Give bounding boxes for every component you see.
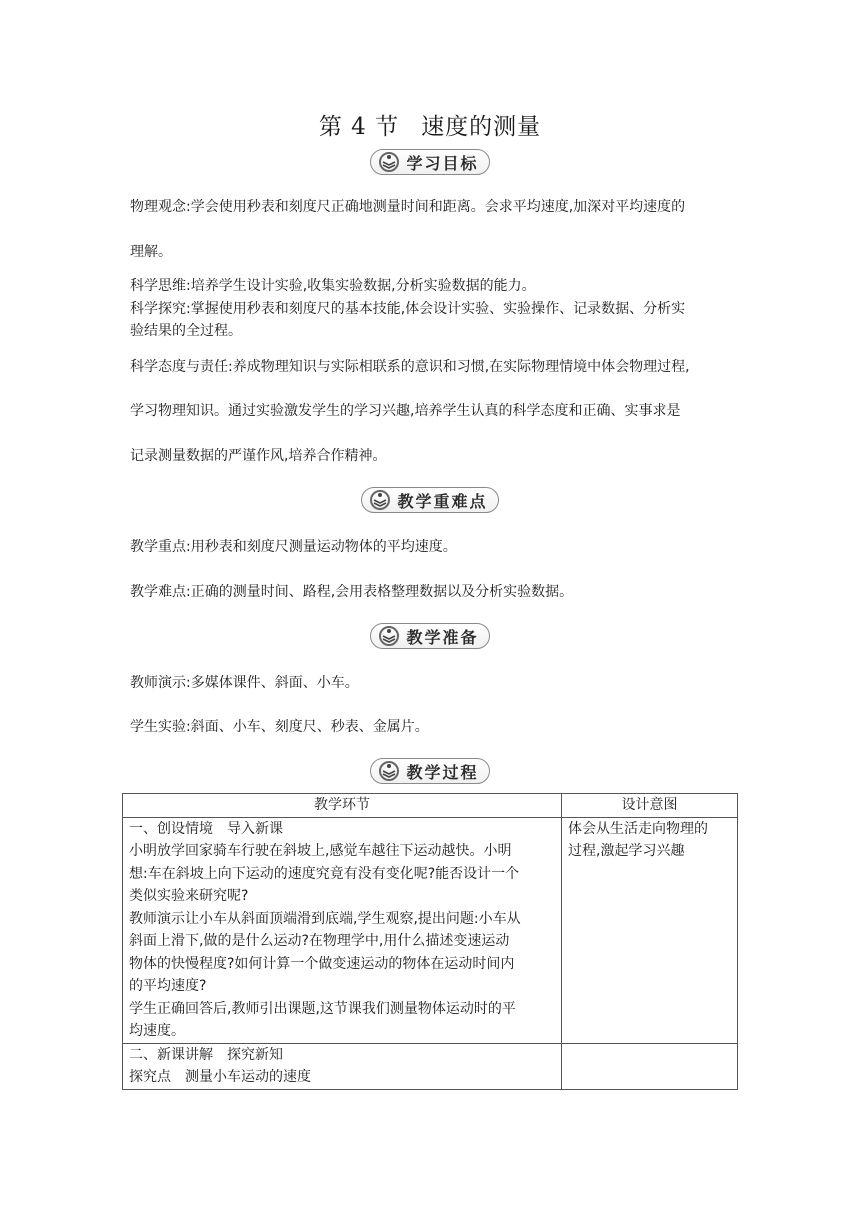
table-header-row — [123, 794, 738, 818]
step-line: 探究点 测量小车运动的速度 — [129, 1069, 311, 1085]
key-points-badge-label: 教学重难点 — [397, 491, 488, 511]
preparation-badge — [0, 623, 860, 651]
book-swirl-icon — [377, 760, 403, 782]
goals-badge — [0, 149, 860, 177]
step-line: 一、创设情境 导入新课 — [129, 820, 283, 837]
step-line: 类似实验来研究呢? — [129, 888, 249, 904]
step-line: 斜面上滑下,做的是什么运动?在物理学中,用什么描述变速运动 — [129, 933, 510, 949]
step-line: 物体的快慢程度?如何计算一个做变速运动的物体在运动时间内 — [129, 955, 515, 972]
goal-attitude-line3: 记录测量数据的严谨作风,培养合作精神。 — [130, 448, 387, 464]
header-design-intent: 设计意图 — [562, 794, 738, 818]
table-row — [123, 817, 738, 1043]
goal-inquiry-line2: 验结果的全过程。 — [130, 323, 242, 339]
intent-line: 过程,激起学习兴趣 — [568, 843, 685, 859]
section-number: 第 4 节 — [318, 114, 400, 140]
key-points-badge — [0, 487, 860, 515]
book-swirl-icon — [377, 151, 403, 173]
step-line: 想:车在斜坡上向下运动的速度究竟有没有变化呢?能否设计一个 — [129, 865, 520, 882]
step-cell — [123, 1043, 562, 1089]
process-badge-label: 教学过程 — [406, 762, 479, 782]
goals-badge-label: 学习目标 — [406, 153, 479, 173]
step-cell — [123, 817, 562, 1043]
book-swirl-icon — [377, 625, 403, 647]
intent-line: 体会从生活走向物理的 — [568, 820, 708, 837]
goal-concept-line1: 物理观念:学会使用秒表和刻度尺正确地测量时间和距离。会求平均速度,加深对平均速度的 — [130, 199, 686, 215]
goal-attitude-line1: 科学态度与责任:养成物理知识与实际相联系的意识和习惯,在实际物理情境中体会物理过程, — [130, 359, 690, 375]
preparation-badge-label: 教学准备 — [406, 627, 479, 647]
goal-attitude-line2: 学习物理知识。通过实验激发学生的学习兴趣,培养学生认真的科学态度和正确、实事求是 — [130, 403, 681, 419]
book-swirl-icon — [368, 489, 394, 511]
step-line: 教师演示让小车从斜面顶端滑到底端,学生观察,提出问题:小车从 — [129, 910, 521, 927]
teacher-demo: 教师演示:多媒体课件、斜面、小车。 — [130, 675, 359, 691]
process-badge — [0, 758, 860, 786]
section-name: 速度的测量 — [421, 114, 542, 140]
student-experiment: 学生实验:斜面、小车、刻度尺、秒表、金属片。 — [130, 719, 429, 735]
step-line: 小明放学回家骑车行驶在斜坡上,感觉车越往下运动越快。小明 — [129, 843, 512, 859]
goal-thinking: 科学思维:培养学生设计实验,收集实验数据,分析实验数据的能力。 — [130, 278, 536, 294]
step-line: 二、新课讲解 探究新知 — [129, 1046, 283, 1063]
goal-concept-line2: 理解。 — [130, 244, 172, 260]
step-line: 均速度。 — [129, 1023, 185, 1039]
intent-cell — [562, 817, 738, 1043]
table-row — [123, 1043, 738, 1089]
header-teaching-step: 教学环节 — [123, 794, 562, 818]
intent-cell — [562, 1043, 738, 1089]
teaching-process-table — [122, 793, 738, 1090]
teaching-difficulty: 教学难点:正确的测量时间、路程,会用表格整理数据以及分析实验数据。 — [130, 584, 574, 600]
step-line: 学生正确回答后,教师引出课题,这节课我们测量物体运动时的平 — [129, 1000, 516, 1017]
goal-inquiry-line1: 科学探究:掌握使用秒表和刻度尺的基本技能,体会设计实验、实验操作、记录数据、分析实 — [130, 301, 686, 317]
teaching-focus: 教学重点:用秒表和刻度尺测量运动物体的平均速度。 — [130, 539, 457, 555]
page-title — [0, 108, 860, 141]
step-line: 的平均速度? — [129, 978, 207, 994]
